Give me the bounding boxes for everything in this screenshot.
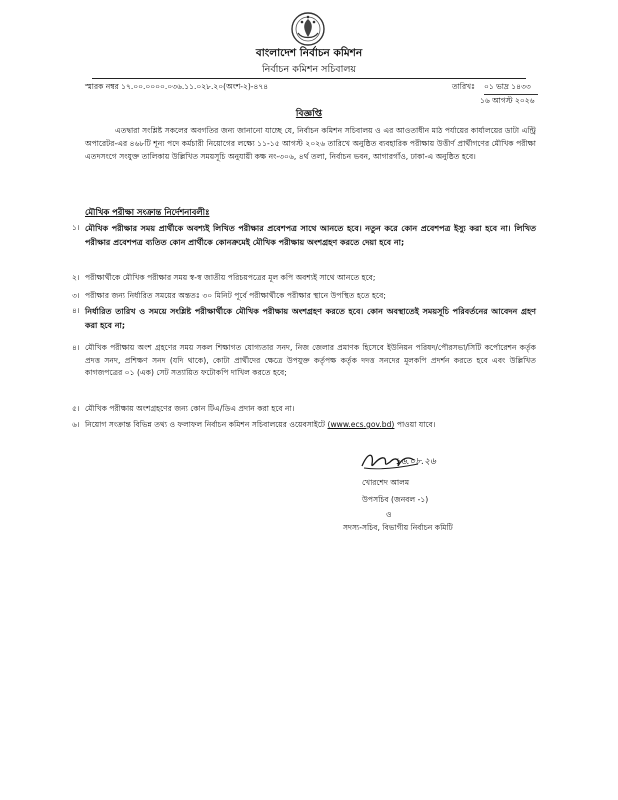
instruction-item [72, 419, 536, 432]
instruction-number: ৪। [72, 306, 80, 315]
instruction-text: নির্ধারিত তারিখ ও সময়ে সংশ্লিষ্ট পরীক্ষার্থীকে মৌখিক পরীক্ষায় অংশগ্রহণ করতে হবে। কোন অবস্থাতেই সময়সূচি পরিবর্তনের আবেদন গ্রহণ করা হবে না; [85, 307, 536, 330]
instruction-number: ৩। [72, 291, 80, 300]
instruction-number: ৫। [72, 404, 80, 413]
signatory-name: খোরশেদ আলম [362, 478, 410, 487]
instruction-text [85, 419, 536, 432]
instruction-item [72, 290, 536, 303]
instruction-number: ২। [72, 273, 80, 282]
date-label: তারিখঃ [452, 82, 475, 91]
instruction-item [72, 305, 536, 332]
memo-reference: স্মারক নম্বর ১৭.০০.০০০০.০৩৬.১১.০২৮.২০(অংশ-২)-৪৭৪ [85, 82, 269, 91]
instruction-number: ১। [72, 223, 80, 232]
date-bangla: ০১ ভাদ্র ১৪৩৩ [484, 82, 531, 91]
date-english: ১৬ আগস্ট ২০২৬ [480, 96, 535, 105]
instruction-text: মৌখিক পরীক্ষার সময় প্রার্থীকে অবশ্যই লিখিত পরীক্ষার প্রবেশপত্র সাথে আনতে হবে। নতুন করে কোন প্রবেশপত্র ইস্যু করা হবে না। লিখিত পরীক্ষার প্রবেশপত্র ব্যতিত কোন প্রার্থীকে কোনক্রমেই মৌখিক পরীক্ষায় অংশগ্রহণ করতে দেয়া হবে না; [85, 224, 536, 247]
instruction-text-after: পাওয়া যাবে। [396, 420, 436, 429]
instruction-text: পরীক্ষার্থীকে মৌখিক পরীক্ষার সময় স্ব-স্ব জাতীয় পরিচয়পত্রের মূল কপি অবশ্যই সাথে আনতে হবে; [85, 273, 376, 282]
website-link[interactable]: (www.ecs.gov.bd) [327, 420, 395, 429]
instruction-text: মৌখিক পরীক্ষায় অংশ গ্রহণের সময় সকল শিক্ষাগত যোগ্যতার সনদ, নিজ জেলার প্রমাণক হিসেবে ইউনিয়ন পরিষদ/পৌরসভা/সিটি কর্পোরেশন কর্তৃক প্রদত্ত সনদ, প্রশিক্ষণ সনদ (যদি থাকে), কোটা প্রার্থীদের ক্ষেত্রে উপযুক্ত কর্তৃপক্ষ কর্তৃক দদত্ত সনদের মূলকপি প্রদর্শন করতে হবে এবং উল্লিখিত কাগজপত্রের ০১ (এক) সেট সত্যায়িত ফটোকপি দাখিল করতে হবে; [85, 343, 536, 377]
instruction-item [72, 342, 536, 380]
government-emblem-icon [290, 11, 326, 47]
committee-designation: সদস্য-সচিব, বিভাগীয় নির্বাচন কমিটি [343, 523, 453, 532]
instruction-text: পরীক্ষার জন্য নির্ধারিত সময়ের অন্ততঃ ৩০ মিনিট পূর্বে পরীক্ষার্থীকে পরীক্ষার স্থানে উপস্থিত হতে হবে; [85, 291, 386, 300]
instruction-text-before: নিয়োগ সংক্রান্ত বিভিন্ন তথ্য ও ফলাফল নির্বাচন কমিশন সচিবালয়ের ওয়েবসাইটে [85, 420, 326, 429]
office-name: নির্বাচন কমিশন সচিবালয় [261, 64, 357, 75]
conjunction-text: ও [386, 510, 392, 519]
signatory-designation: উপসচিব (জনবল -১) [362, 495, 429, 504]
instruction-number: ৬। [72, 420, 80, 429]
instruction-item [72, 272, 536, 285]
handwritten-date: ১৬.০৮.২৬ [395, 457, 436, 467]
instruction-item [72, 222, 536, 249]
notice-title: বিজ্ঞপ্তি [295, 109, 323, 119]
instruction-number: ৪। [72, 343, 80, 352]
organization-name: বাংলাদেশ নির্বাচন কমিশন [255, 47, 363, 59]
intro-paragraph: এতদ্বারা সংশ্লিষ্ট সকলের অবগতির জন্য জানানো যাচ্ছে যে, নির্বাচন কমিশন সচিবালয় ও এর আওতাধীন মাঠ পর্যায়ের কার্যালয়ের ডাটা এন্ট্রি অপারেটর-এর ৪৬৮টি শূন্য পদে কর্মচারী নিয়োগের লক্ষ্যে ১১-১৫ আগস্ট ২০২৬ তারিখে অনুষ্ঠিত ব্যবহারিক পরীক্ষায় উত্তীর্ণ প্রার্থীগণের মৌখিক পরীক্ষা এতদসংগে সংযুক্ত তালিকায় উল্লিখিত সময়সূচি অনুযায়ী কক্ষ নং-৩০৬, ৪র্থ তলা, নির্বাচন ভবন, আগারগাঁও, ঢাকা-এ অনুষ্ঠিত হবে। [85, 126, 536, 161]
instruction-item [72, 403, 536, 416]
instruction-text: মৌখিক পরীক্ষায় অংশগ্রহণের জন্য কোন টিএ/ডিএ প্রদান করা হবে না। [85, 404, 295, 413]
date-divider [484, 94, 538, 95]
header-divider [92, 78, 526, 79]
section-title: মৌখিক পরীক্ষা সংক্রান্ত নির্দেশনাবলীঃ [85, 207, 210, 217]
